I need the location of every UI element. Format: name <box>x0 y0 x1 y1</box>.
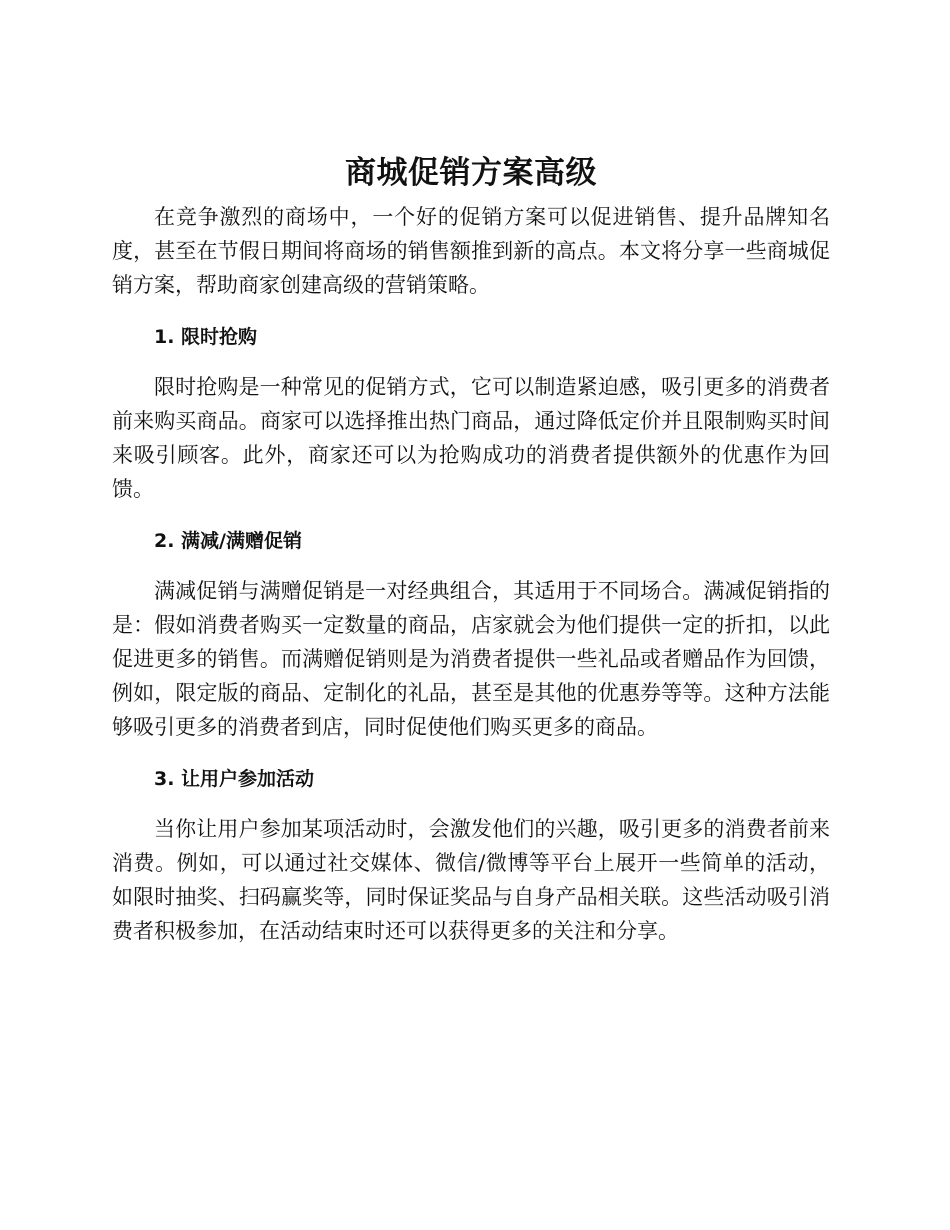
section-heading-2: 2. 满减/满赠促销 <box>154 530 302 552</box>
section-body-2: 满减促销与满赠促销是一对经典组合，其适用于不同场合。满减促销指的是：假如消费者购买一定数量的商品，店家就会为他们提供一定的折扣，以此促进更多的销售。而满赠促销则是为消费者提供一些礼品或者赠品作为回馈，例如，限定版的商品、定制化的礼品，甚至是其他的优惠券等等。这种方法能够吸引更多的消费者到店，同时促使他们购买更多的商品。 <box>112 579 830 739</box>
spacer <box>112 744 830 762</box>
spacer <box>112 558 830 574</box>
section-heading-1: 1. 限时抢购 <box>154 326 258 348</box>
spacer <box>112 302 830 320</box>
spacer <box>112 796 830 812</box>
spacer <box>112 354 830 370</box>
section-heading-3: 3. 让用户参加活动 <box>154 768 315 790</box>
section-body-3: 当你让用户参加某项活动时，会激发他们的兴趣，吸引更多的消费者前来消费。例如，可以通过社交媒体、微信/微博等平台上展开一些简单的活动，如限时抽奖、扫码赢奖等，同时保证奖品与自身产品相关联。这些活动吸引消费者积极参加，在活动结束时还可以获得更多的关注和分享。 <box>112 817 830 943</box>
section-body-1: 限时抢购是一种常见的促销方式，它可以制造紧迫感，吸引更多的消费者前来购买商品。商家可以选择推出热门商品，通过降低定价并且限制购买时间来吸引顾客。此外，商家还可以为抢购成功的消费者提供额外的优惠作为回馈。 <box>112 375 830 501</box>
page-title: 商城促销方案高级 <box>345 155 597 191</box>
document-content <box>112 146 830 948</box>
spacer <box>112 506 830 524</box>
intro-paragraph: 在竞争激烈的商场中，一个好的促销方案可以促进销售、提升品牌知名度，甚至在节假日期间将商场的销售额推到新的高点。本文将分享一些商城促销方案，帮助商家创建高级的营销策略。 <box>112 205 830 297</box>
